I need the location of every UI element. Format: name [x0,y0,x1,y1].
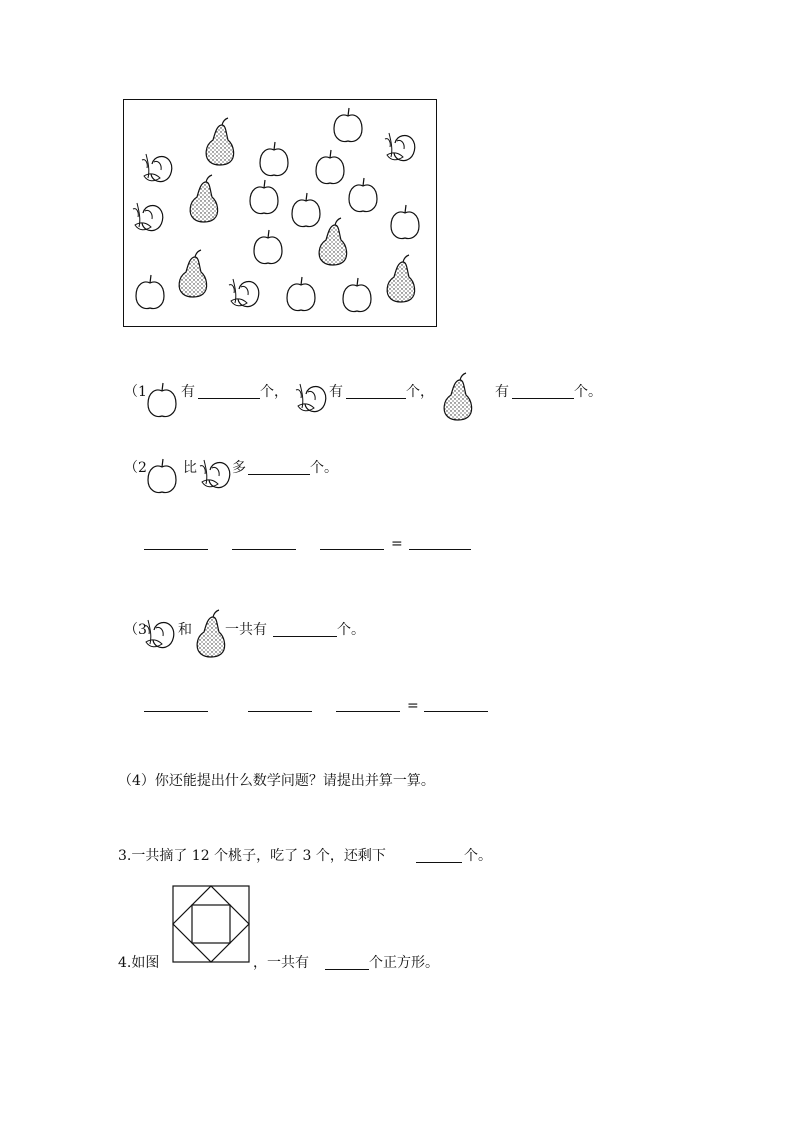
answer-blank-remaining[interactable] [416,862,462,863]
apple-icon [334,108,362,142]
apple-icon [391,205,419,239]
apple-icon [287,277,315,311]
q1-3-yigong: 一共有 [225,622,267,638]
answer-blank-total[interactable] [273,636,337,637]
q1-3-prefix: （3 [124,622,147,638]
q1-3-he: 和 [178,622,192,638]
equals-sign: = [407,698,419,714]
q1-3-ge: 个。 [337,622,365,638]
peach-icon [133,203,163,231]
peach-icon [146,622,176,652]
fruit-picture-drawing [123,99,437,327]
equation-blank-2[interactable] [248,711,312,712]
apple-icon [146,460,178,492]
apple-icon [254,230,282,264]
q4-mid: ，一共有 [253,955,309,971]
apple-icon [260,142,288,176]
answer-blank-apple[interactable] [198,398,260,399]
q3-text: 3.一共摘了 12 个桃子，吃了 3 个，还剩下 [118,848,386,864]
equals-sign: = [391,536,403,552]
q1-1-you-peach: 有 [329,384,343,400]
peach-icon [385,133,415,161]
q3-suffix: 个。 [464,848,492,864]
answer-blank-peach[interactable] [346,398,406,399]
apple-icon [146,384,178,416]
pear-icon [206,118,233,165]
pear-icon [319,218,346,265]
q4-prefix: 4.如图 [118,955,160,971]
nested-squares-figure [172,885,250,965]
equation-blank-result[interactable] [409,549,471,550]
equation-blank-3[interactable] [320,549,384,550]
equation-blank-2[interactable] [232,549,296,550]
apple-icon [316,150,344,184]
q1-1-you-pear: 有 [495,384,509,400]
q1-1-prefix: （1 [124,384,147,400]
peach-icon [202,462,232,492]
apple-icon [136,275,164,309]
q1-2-ge: 个。 [310,460,338,476]
q1-1-ge-pear: 个。 [574,384,602,400]
q1-2-duo: 多 [232,460,246,476]
q1-2-prefix: （2 [124,460,147,476]
apple-icon [292,193,320,227]
peach-icon [142,154,172,182]
pear-icon [387,255,414,302]
q1-2-bi: 比 [183,460,197,476]
q1-4-text: （4）你还能提出什么数学问题？请提出并算一算。 [118,773,435,789]
equation-blank-3[interactable] [336,711,400,712]
q1-1-you-apple: 有 [181,384,195,400]
q1-1-ge-apple: 个， [260,384,288,400]
pear-icon [179,250,206,297]
pear-icon [190,175,217,222]
pear-icon [195,613,227,653]
apple-icon [250,180,278,214]
answer-blank-pear[interactable] [512,398,574,399]
apple-icon [343,278,371,312]
q1-1-ge-peach: 个， [406,384,434,400]
q4-suffix: 个正方形。 [369,955,439,971]
answer-blank-difference[interactable] [248,474,310,475]
answer-blank-squares[interactable] [325,969,369,970]
pear-icon [442,376,474,416]
apple-icon [349,178,377,212]
equation-blank-result[interactable] [424,711,488,712]
equation-blank-1[interactable] [144,711,208,712]
equation-blank-1[interactable] [144,549,208,550]
peach-icon [229,279,259,307]
peach-icon [298,386,328,416]
